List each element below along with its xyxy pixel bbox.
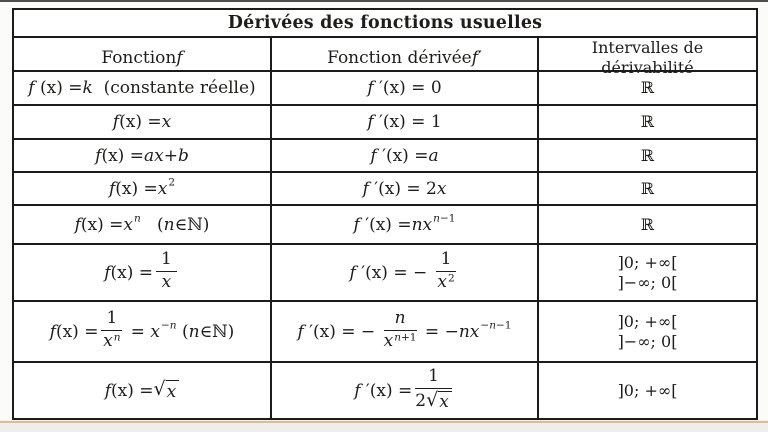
derivative-cell: f ′(x) = a	[270, 140, 537, 171]
interval-cell	[537, 363, 756, 418]
interval-line: ℝ	[640, 145, 655, 165]
table-row	[14, 171, 756, 204]
derivative-cell: f ′(x) = 1	[270, 106, 537, 138]
table-row	[14, 361, 756, 418]
table-header-row	[14, 36, 756, 77]
interval-line: ]0; +∞[	[617, 311, 678, 331]
interval-line: ℝ	[640, 214, 655, 234]
function-cell: f (x) = x 2	[108, 176, 176, 199]
derivative-cell: f ′(x) = − $\frac{1}{x2}$	[270, 245, 537, 300]
interval-cell	[537, 245, 756, 300]
interval-cell	[537, 72, 756, 104]
interval-line: ℝ	[640, 178, 655, 198]
function-cell: f (x) = $\frac{1}{xn}$ = x −n ( n ∈ℕ)	[49, 308, 235, 351]
interval-line: ]−∞; 0[	[617, 331, 678, 351]
header-intervals: Intervalles de dérivabilité	[537, 38, 756, 78]
bottom-accent-line	[0, 421, 768, 423]
table-row	[14, 70, 756, 104]
table-body	[14, 70, 756, 418]
function-cell: f (x) = k (constante réelle)	[28, 78, 256, 98]
function-cell: f (x) = x	[112, 112, 172, 132]
derivative-cell: f ′(x) = 1 2 √ x	[270, 363, 537, 418]
table-row	[14, 243, 756, 300]
interval-cell	[537, 106, 756, 138]
table-title: Dérivées des fonctions usuelles	[227, 13, 543, 33]
top-edge-line	[0, 0, 768, 2]
header-derivative: Fonction dérivée f ′	[270, 38, 537, 78]
derivative-cell: f ′(x) = 0	[270, 72, 537, 104]
interval-cell	[537, 302, 756, 361]
function-cell: f (x) = x n ( n ∈ℕ)	[74, 212, 210, 235]
header-function: Fonction f	[101, 48, 183, 68]
function-cell: f (x) = ax + b	[95, 145, 189, 166]
derivatives-table	[12, 8, 758, 420]
table-row	[14, 300, 756, 361]
derivative-cell: f ′(x) = 2 x	[270, 173, 537, 204]
interval-line: ℝ	[640, 112, 655, 131]
derivative-cell: f ′(x) = nx n−1	[270, 206, 537, 243]
derivative-cell: f ′(x) = − $\frac{n}{xn+1}$ = − nx −n−1	[270, 302, 537, 361]
interval-cell	[537, 140, 756, 171]
interval-line: ℝ	[640, 78, 655, 97]
table-row	[14, 204, 756, 243]
interval-cell	[537, 206, 756, 243]
interval-line: ]−∞; 0[	[617, 272, 678, 292]
function-cell: f (x) = √ x	[14, 363, 270, 418]
table-row	[14, 138, 756, 171]
interval-cell	[537, 173, 756, 204]
function-cell: f (x) = $\frac{1}{x}$	[14, 245, 270, 300]
interval-line: ]0; +∞[	[617, 380, 678, 400]
table-row	[14, 104, 756, 138]
interval-line: ]0; +∞[	[617, 252, 678, 272]
